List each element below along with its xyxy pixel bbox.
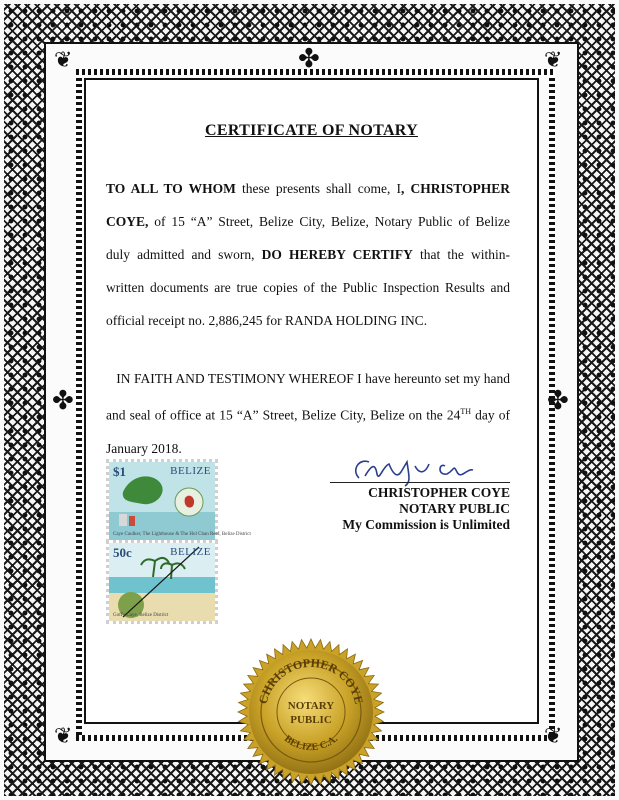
certification-paragraph: TO ALL TO WHOM these presents shall come, I, CHRISTOPHER COYE, of 15 “A” Street, Belize City, Belize, Notary Public of Belize duly admitted and sworn, DO HEREBY CERTIFY that the within-written documents are true copies of the Public Inspection Results and official receipt no. 2,886,245 for RANDA HOLDING INC. (106, 181, 511, 328)
seal-top-text: CHRISTOPHER COYE (255, 655, 367, 706)
notary-gold-seal (236, 637, 386, 787)
commission-statement: My Commission is Unlimited (342, 517, 510, 532)
side-flourish-icon: ✤ (52, 386, 74, 416)
corner-flourish-icon: ❦ (544, 48, 563, 73)
certify-text: DO HEREBY CERTIFY (261, 247, 413, 262)
side-flourish-icon: ✤ (547, 386, 569, 416)
postage-stamp (106, 540, 218, 624)
top-flourish-icon: ✤ (298, 44, 320, 74)
certificate-title: CERTIFICATE OF NOTARY (205, 122, 418, 139)
seal-center-line2: PUBLIC (290, 714, 332, 726)
seal-bottom-text: BELIZE C.A. (282, 733, 340, 754)
signature-line (330, 482, 510, 483)
stamp-value: 50c (113, 545, 132, 560)
signatory-name: CHRISTOPHER COYE (368, 485, 510, 500)
corner-flourish-icon: ❦ (544, 724, 563, 749)
testimony-paragraph: IN FAITH AND TESTIMONY WHEREOF I have hereunto set my hand and seal of office at 15 “A” Street, Belize City, Belize on the 24TH day of January 2018. (106, 371, 510, 456)
stamp-country: BELIZE (170, 546, 211, 558)
postage-stamp (106, 459, 251, 543)
stamp-caption: Goff's Caye, Belize District (113, 613, 169, 618)
stamp-value: $1 (113, 464, 126, 479)
notary-name-text: , CHRISTOPHER COYE, (106, 181, 511, 229)
stamp-country: BELIZE (170, 465, 211, 477)
signatory-title: NOTARY PUBLIC (399, 501, 510, 516)
date-superscript: TH (460, 407, 472, 416)
seal-center-line1: NOTARY (287, 700, 335, 712)
stamp-caption: Caye Caulker, The Lighthouse & The Hol Chan Reef, Belize District (113, 532, 251, 537)
salutation-text: TO ALL TO WHOM (106, 181, 236, 196)
corner-flourish-icon: ❦ (54, 724, 73, 749)
corner-flourish-icon: ❦ (54, 48, 73, 73)
